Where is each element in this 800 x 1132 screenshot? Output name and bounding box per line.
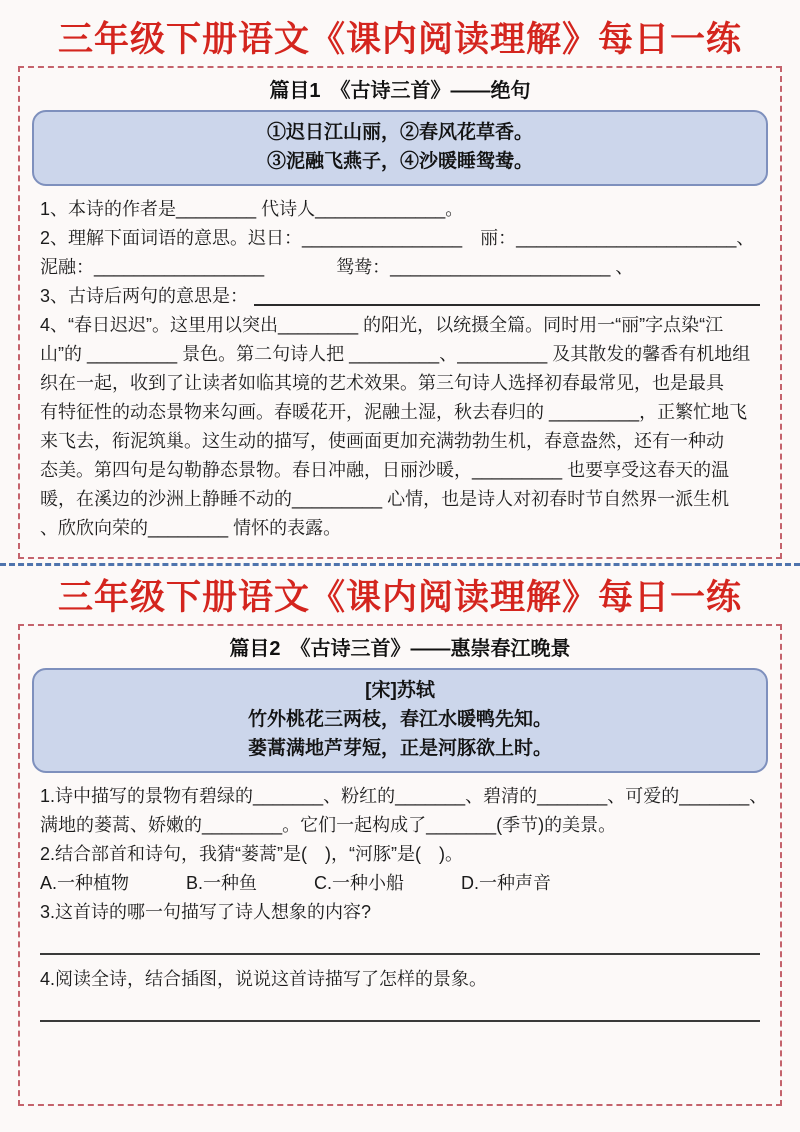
worksheet-section-1 — [0, 0, 800, 559]
question-1: 1、本诗的作者是________ 代诗人_____________。 — [40, 199, 464, 219]
question-4-line-4: 有特征性的动态景物来勾画。春暖花开，泥融土湿，秋去春归的 _________，正繁忙地飞 — [40, 402, 748, 422]
question-1-line-1: 1.诗中描写的景物有碧绿的_______、粉红的_______、碧清的_______、可爱的_______、 — [40, 786, 768, 806]
question-4: 4.阅读全诗，结合插图，说说这首诗描写了怎样的景象。 — [40, 969, 488, 989]
question-1-line-2: 满地的蒌蒿、娇嫩的________。它们一起构成了_______(季节)的美景。 — [40, 815, 617, 835]
option-b: B.一种鱼 — [186, 873, 258, 893]
choice-options — [40, 869, 760, 898]
question-3 — [40, 282, 760, 311]
question-4-line-1: 4、“春日迟迟”。这里用以突出________ 的阳光，以统摄全篇。同时用一“丽”字点染“江 — [40, 315, 724, 335]
question-2: 2.结合部首和诗句，我猜“蒌蒿”是( )，“河豚”是( )。 — [40, 844, 463, 864]
option-d: D.一种声音 — [461, 873, 552, 893]
poem-author: [宋]苏轼 — [365, 680, 435, 701]
section1-header: 篇目1 《古诗三首》——绝句 — [269, 80, 531, 102]
question-3: 3.这首诗的哪一句描写了诗人想象的内容? — [40, 902, 372, 922]
poem-line: ③泥融飞燕子，④沙暖睡鸳鸯。 — [266, 151, 533, 172]
worksheet-section-2 — [0, 566, 800, 1106]
poem-line: ①迟日江山丽，②春风花草香。 — [266, 122, 533, 143]
answer-line — [40, 1020, 760, 1022]
worksheet-title: 三年级下册语文《课内阅读理解》每日一练 — [57, 20, 742, 59]
question-4-line-2: 山”的 _________ 景色。第二句诗人把 _________、_________ 及其散发的馨香有机地组 — [40, 344, 751, 364]
question-3-label: 3、古诗后两句的意思是： — [40, 286, 249, 306]
section2-dashed-box — [18, 624, 782, 1106]
question-4-line-3: 织在一起，收到了让读者如临其境的艺术效果。第三句诗人选择初春最常见，也是最具 — [40, 373, 724, 393]
poem-box-jueju — [32, 110, 768, 186]
bottom-spacer — [40, 1032, 760, 1090]
question-4-line-8: 、欣欣向荣的________ 情怀的表露。 — [40, 518, 342, 538]
question-4-line-5: 来飞去，衔泥筑巢。这生动的描写，使画面更加充满勃勃生机，春意盎然，还有一种动 — [40, 431, 724, 451]
option-a: A.一种植物 — [40, 873, 130, 893]
poem-line: 蒌蒿满地芦芽短，正是河豚欲上时。 — [247, 738, 552, 759]
question-4-line-6: 态美。第四句是勾勒静态景物。春日冲融，日丽沙暖，_________ 也要享受这春天的温 — [40, 460, 730, 480]
question-2: 2、理解下面词语的意思。迟日：________________ 丽：______________________、 — [40, 228, 755, 248]
answer-blank — [254, 282, 760, 306]
poem-line: 竹外桃花三两枝，春江水暖鸭先知。 — [247, 709, 552, 730]
answer-line — [40, 953, 760, 955]
question-4-line-7: 暖，在溪边的沙洲上静睡不动的_________ 心情，也是诗人对初春时节自然界一派生机 — [40, 489, 730, 509]
section1-dashed-box — [18, 66, 782, 559]
section2-header: 篇目2 《古诗三首》——惠崇春江晚景 — [229, 638, 571, 660]
question-2-continued: 泥融：_________________ 鸳鸯：______________________ 、 — [40, 257, 634, 277]
option-c: C.一种小船 — [314, 873, 405, 893]
worksheet-title-2: 三年级下册语文《课内阅读理解》每日一练 — [57, 578, 742, 617]
poem-box-huichong — [32, 668, 768, 773]
